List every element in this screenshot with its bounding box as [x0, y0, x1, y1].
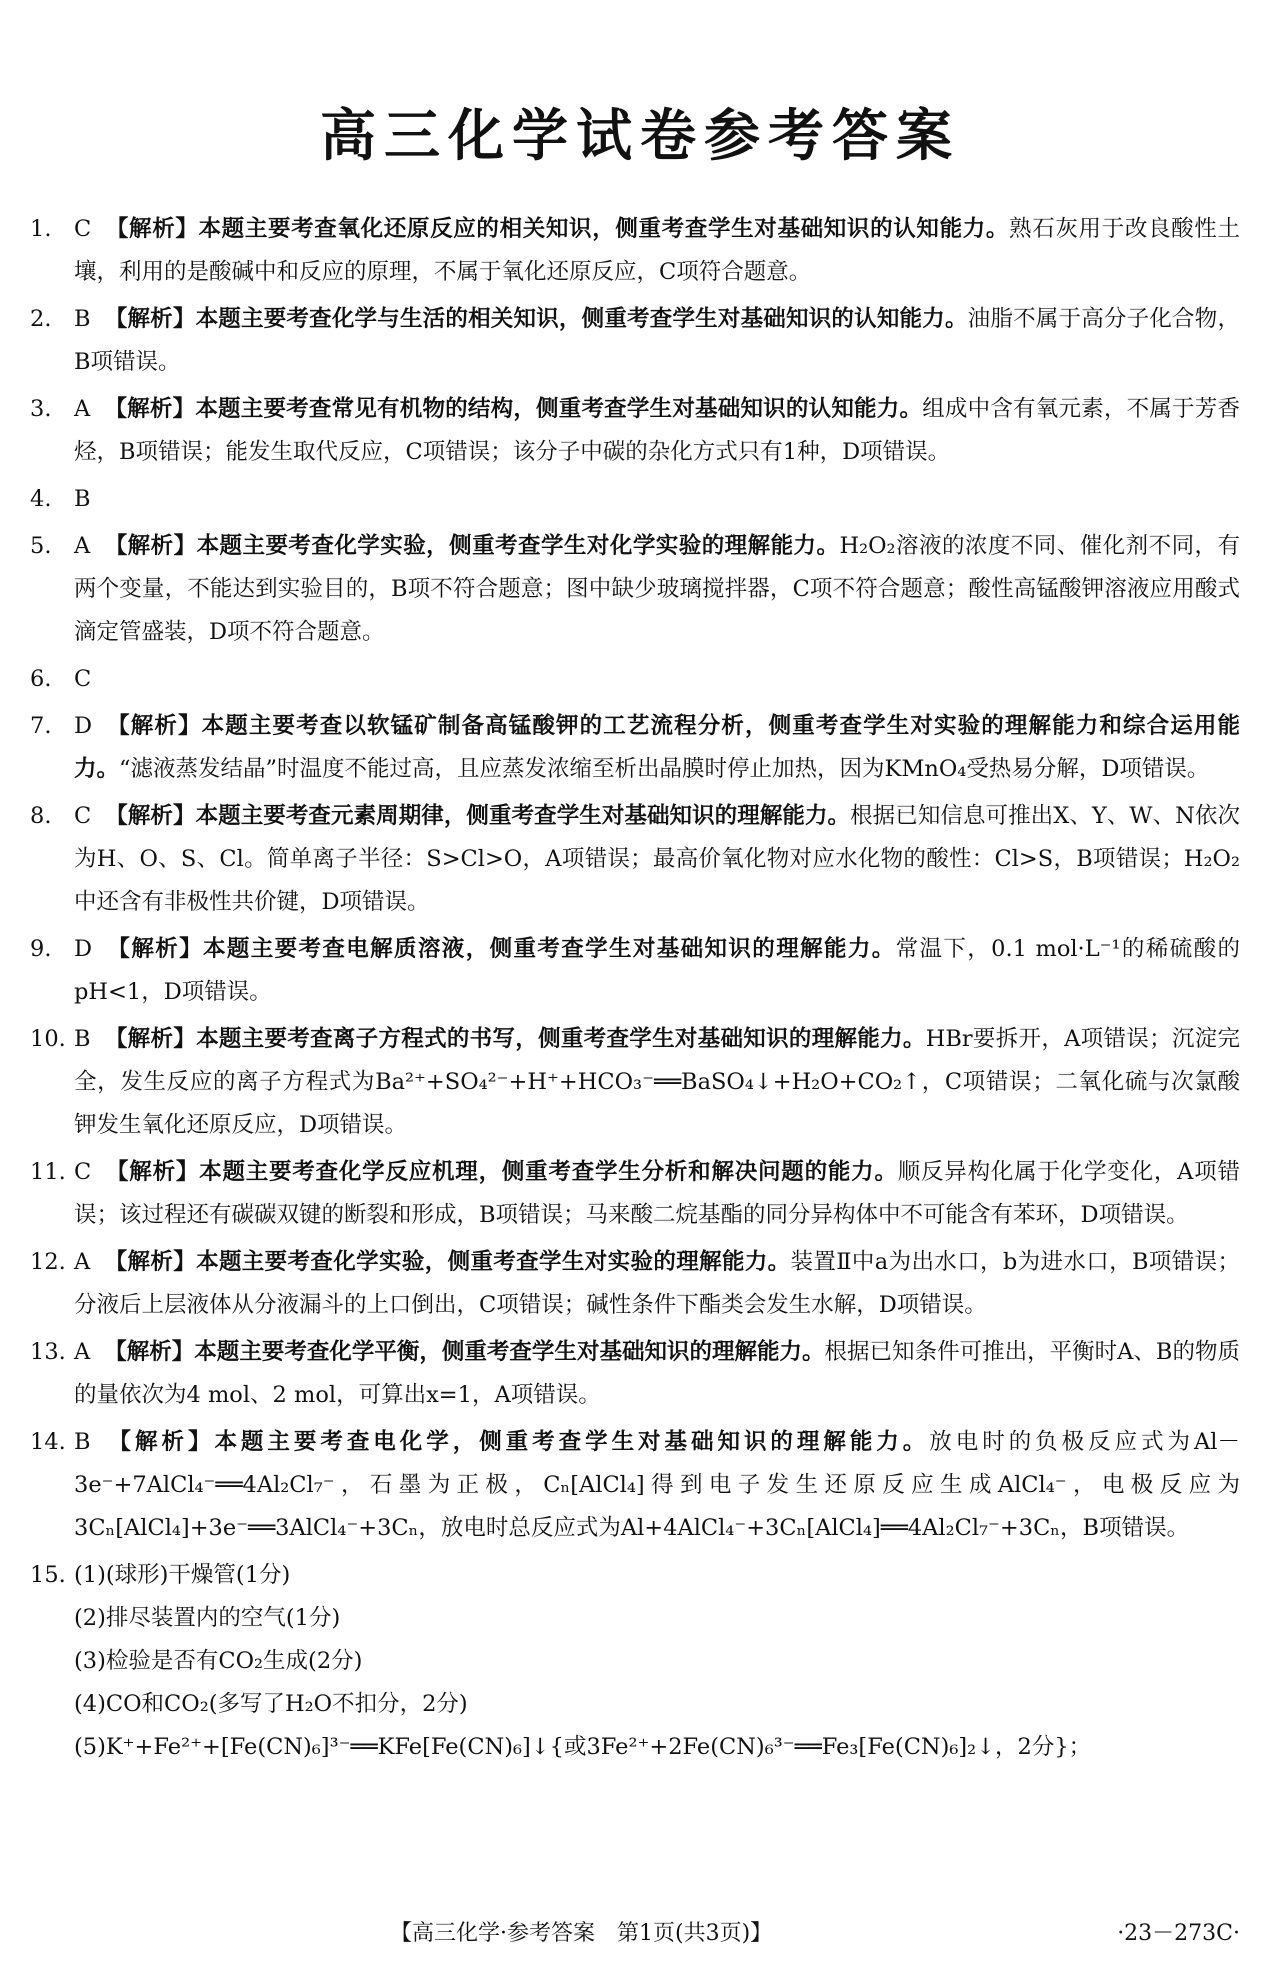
answer-choice: D [74, 936, 93, 962]
question-number: 1. [30, 216, 52, 242]
analysis-lead: 本题主要考查元素周期律，侧重考查学生对基础知识的理解能力。 [195, 803, 851, 829]
question-number: 6. [30, 666, 52, 692]
answer-item [30, 298, 1240, 384]
question-number: 4. [30, 486, 52, 512]
answer-choice: B [74, 486, 91, 512]
answer-item-15 [30, 1554, 1240, 1769]
answer-choice: A [74, 1249, 91, 1275]
question-number: 11. [30, 1159, 66, 1185]
analysis-body: 常温下，0.1 mol·L⁻¹的稀硫酸的pH<1，D项错误。 [74, 936, 1240, 1005]
question-number: 7. [30, 713, 52, 739]
answer-choice: A [74, 533, 91, 559]
question-number: 5. [30, 533, 52, 559]
analysis-tag: 【解析】 [105, 803, 196, 829]
analysis-tag: 【解析】 [104, 396, 196, 422]
question-number: 3. [30, 396, 52, 422]
answer-item [30, 795, 1240, 924]
analysis-lead: 本题主要考查化学反应机理，侧重考查学生分析和解决问题的能力。 [199, 1159, 898, 1185]
footer-code: ·23－273C· [1117, 1921, 1240, 1946]
analysis-body: 熟石灰用于改良酸性土壤，利用的是酸碱中和反应的原理，不属于氧化还原反应，C项符合题意。 [74, 216, 1240, 285]
answer-choice: C [74, 803, 92, 829]
answer-item [30, 1241, 1240, 1327]
sub-answer: (4)CO和CO₂(多写了H₂O不扣分，2分) [74, 1691, 468, 1717]
answer-item [30, 388, 1240, 474]
answer-choice: B [74, 306, 91, 332]
analysis-lead: 本题主要考查以软锰矿制备高锰酸钾的工艺流程分析，侧重考查学生对实验的理解能力和综合运用能力。 [74, 713, 1240, 782]
analysis-body: 放电时的负极反应式为Al－3e⁻+7AlCl₄⁻══4Al₂Cl₇⁻，石墨为正极，Cₙ[AlCl₄]得到电子发生还原反应生成AlCl₄⁻，电极反应为3Cₙ[AlCl₄]+3e⁻══3AlCl₄⁻+3Cₙ，放电时总反应式为Al+4AlCl₄⁻+3Cₙ[AlCl₄]══4Al₂Cl₇⁻+3Cₙ，B项错误。 [74, 1429, 1240, 1541]
analysis-tag: 【解析】 [106, 936, 203, 962]
answer-item [30, 478, 1240, 521]
answer-choice: C [74, 666, 92, 692]
sub-answer: (2)排尽装置内的空气(1分) [74, 1605, 341, 1631]
analysis-tag: 【解析】 [105, 216, 199, 242]
analysis-lead: 本题主要考查离子方程式的书写，侧重考查学生对基础知识的理解能力。 [196, 1026, 926, 1052]
analysis-tag: 【解析】 [104, 1429, 215, 1455]
analysis-body: 顺反异构化属于化学变化，A项错误；该过程还有碳碳双键的断裂和形成，B项错误；马来酸二烷基酯的同分异构体中不可能含有苯环，D项错误。 [74, 1159, 1240, 1228]
sub-answer: (1)(球形)干燥管(1分) [74, 1562, 291, 1588]
answer-choice: B [74, 1026, 91, 1052]
answer-item [30, 1151, 1240, 1237]
question-number: 10. [30, 1026, 66, 1052]
analysis-body: 根据已知条件可推出，平衡时A、B的物质的量依次为4 mol、2 mol，可算出x=1，A项错误。 [74, 1339, 1240, 1408]
analysis-tag: 【解析】 [104, 306, 196, 332]
analysis-lead: 本题主要考查化学实验，侧重考查学生对化学实验的理解能力。 [196, 533, 840, 559]
answer-item [30, 208, 1240, 294]
analysis-body: 组成中含有氧元素，不属于芳香烃，B项错误；能发生取代反应，C项错误；该分子中碳的杂化方式只有1种，D项错误。 [74, 396, 1240, 465]
question-number: 12. [30, 1249, 66, 1275]
analysis-lead: 本题主要考查电化学，侧重考查学生对基础知识的理解能力。 [214, 1429, 930, 1455]
analysis-tag: 【解析】 [104, 1249, 197, 1275]
question-number: 2. [30, 306, 52, 332]
answer-item [30, 658, 1240, 701]
sub-answer: (5)K⁺+Fe²⁺+[Fe(CN)₆]³⁻══KFe[Fe(CN)₆]↓{或3Fe²⁺+2Fe(CN)₆³⁻══Fe₃[Fe(CN)₆]₂↓，2分}； [74, 1734, 1092, 1760]
answer-choice: B [74, 1429, 91, 1455]
sub-answer: (3)检验是否有CO₂生成(2分) [74, 1648, 363, 1674]
answer-choice: C [74, 216, 92, 242]
answer-item [30, 1018, 1240, 1147]
footer-page-info: 【高三化学·参考答案 第1页(共3页)】 [390, 1921, 773, 1946]
analysis-body: 油脂不属于高分子化合物，B项错误。 [74, 306, 1240, 375]
analysis-tag: 【解析】 [105, 1159, 200, 1185]
answer-item [30, 1331, 1240, 1417]
analysis-body: “滤液蒸发结晶”时温度不能过高，且应蒸发浓缩至析出晶膜时停止加热，因为KMnO₄受热易分解，D项错误。 [119, 756, 1210, 782]
question-number: 8. [30, 803, 52, 829]
answer-choice: D [74, 713, 93, 739]
question-number: 9. [30, 936, 52, 962]
analysis-lead: 本题主要考查化学实验，侧重考查学生对实验的理解能力。 [196, 1249, 791, 1275]
page-title: 高三化学试卷参考答案 [320, 104, 960, 169]
answer-item [30, 705, 1240, 791]
analysis-body: 装置Ⅱ中a为出水口，b为进水口，B项错误；分液后上层液体从分液漏斗的上口倒出，C项错误；碱性条件下酯类会发生水解，D项错误。 [74, 1249, 1240, 1318]
question-number: 15. [30, 1562, 66, 1588]
answer-list [30, 208, 1240, 1773]
answer-item [30, 525, 1240, 654]
analysis-body: H₂O₂溶液的浓度不同、催化剂不同，有两个变量，不能达到实验目的，B项不符合题意；图中缺少玻璃搅拌器，C项不符合题意；酸性高锰酸钾溶液应用酸式滴定管盛装，D项不符合题意。 [74, 533, 1240, 645]
analysis-tag: 【解析】 [104, 1339, 195, 1365]
question-number: 13. [30, 1339, 66, 1365]
analysis-tag: 【解析】 [104, 533, 197, 559]
analysis-body: 根据已知信息可推出X、Y、W、N依次为H、O、S、Cl。简单离子半径：S>Cl>O，A项错误；最高价氧化物对应水化物的酸性：Cl>S，B项错误；H₂O₂中还含有非极性共价键，D项错误。 [74, 803, 1240, 915]
analysis-tag: 【解析】 [106, 713, 202, 739]
analysis-body: HBr要拆开，A项错误；沉淀完全，发生反应的离子方程式为Ba²⁺+SO₄²⁻+H⁺+HCO₃⁻══BaSO₄↓+H₂O+CO₂↑，C项错误；二氧化硫与次氯酸钾发生氧化还原反应，D项错误。 [74, 1026, 1240, 1138]
analysis-lead: 本题主要考查氧化还原反应的相关知识，侧重考查学生对基础知识的认知能力。 [198, 216, 1010, 242]
answer-choice: A [74, 1339, 91, 1365]
analysis-tag: 【解析】 [104, 1026, 197, 1052]
answer-choice: A [74, 396, 91, 422]
analysis-lead: 本题主要考查化学平衡，侧重考查学生对基础知识的理解能力。 [194, 1339, 825, 1365]
question-number: 14. [30, 1429, 66, 1455]
answer-choice: C [74, 1159, 92, 1185]
answer-item [30, 928, 1240, 1014]
analysis-lead: 本题主要考查常见有机物的结构，侧重考查学生对基础知识的认知能力。 [195, 396, 923, 422]
answer-item [30, 1421, 1240, 1550]
analysis-lead: 本题主要考查电解质溶液，侧重考查学生对基础知识的理解能力。 [202, 936, 896, 962]
analysis-lead: 本题主要考查化学与生活的相关知识，侧重考查学生对基础知识的认知能力。 [195, 306, 968, 332]
